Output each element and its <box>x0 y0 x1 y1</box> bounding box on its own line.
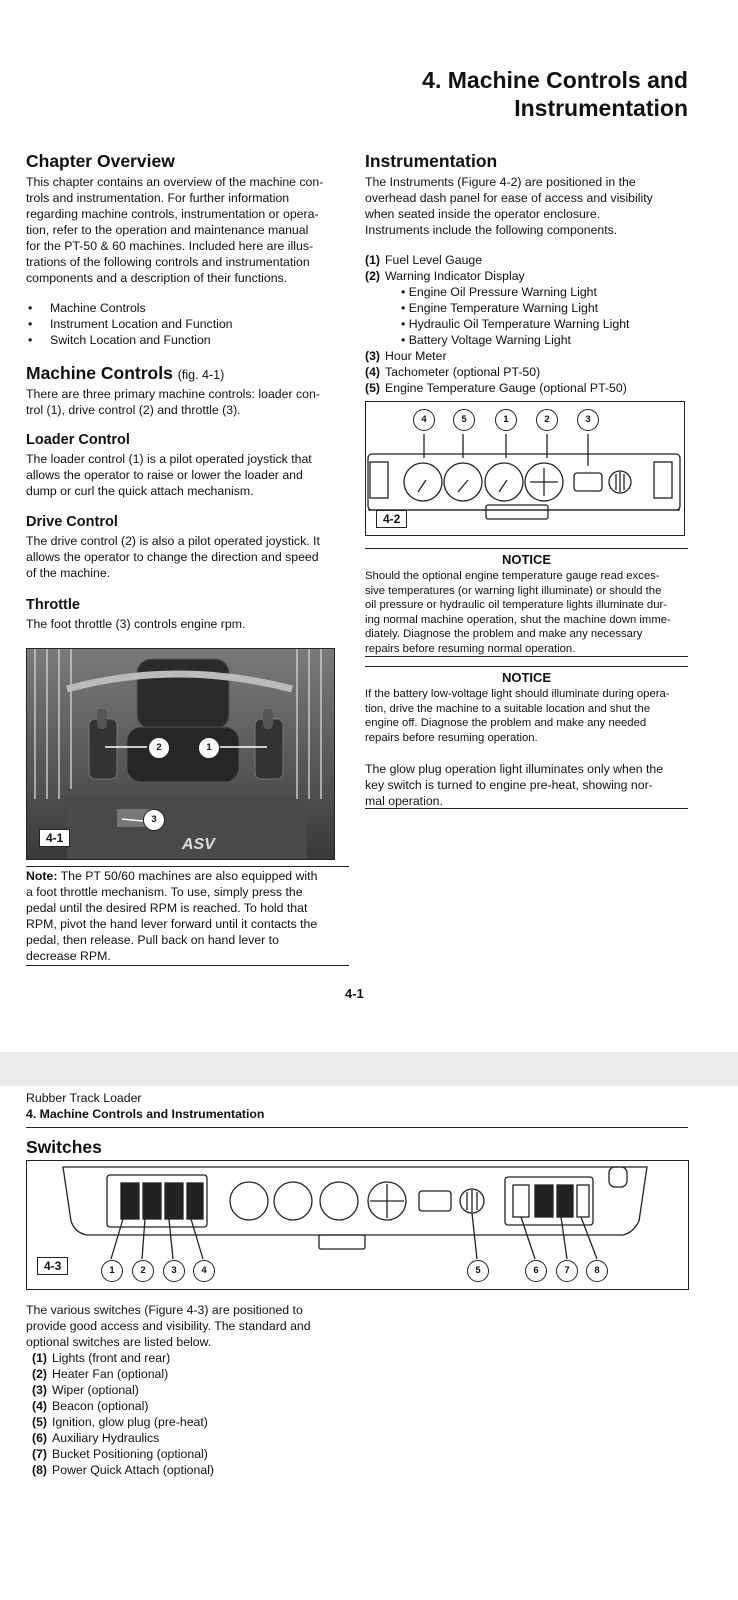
callout-7: 7 <box>556 1260 578 1282</box>
list-item: (8) Power Quick Attach (optional) <box>32 1463 215 1477</box>
machine-controls-heading: Machine Controls (fig. 4-1) <box>26 363 225 383</box>
notice-bottom-rule <box>365 656 688 657</box>
glow-plug-text: The glow plug operation light illuminates only when the key switch is turned to engine pre-heat, showing nor- mal operation. <box>365 762 664 808</box>
callout-2: 2 <box>132 1260 154 1282</box>
list-item: (6) Auxiliary Hydraulics <box>32 1431 160 1445</box>
section-bottom-rule <box>365 808 688 809</box>
list-item: • Engine Temperature Warning Light <box>401 301 599 315</box>
figure-4-2-instrument-panel <box>365 401 685 536</box>
page-gap <box>0 1052 738 1086</box>
throttle-note: Note: The PT 50/60 machines are also equipped with a foot throttle mechanism. To use, simply press the pedal until the desired RPM is reached. To hold that RPM, pivot the hand lever forward until it contacts the pedal, then release. Pull back on hand lever to decrease RPM. <box>26 869 318 963</box>
list-item: • Battery Voltage Warning Light <box>401 333 571 347</box>
callout-5: 5 <box>467 1260 489 1282</box>
list-item: (1) Fuel Level Gauge <box>365 253 483 267</box>
list-item: (7) Bucket Positioning (optional) <box>32 1447 208 1461</box>
list-item: (2) Warning Indicator Display <box>365 269 525 283</box>
callout-1: 1 <box>101 1260 123 1282</box>
list-item: • Instrument Location and Function <box>26 316 346 332</box>
callout-8: 8 <box>586 1260 608 1282</box>
callout-1: 1 <box>495 409 517 431</box>
list-item: (1) Lights (front and rear) <box>32 1351 171 1365</box>
callout-6: 6 <box>525 1260 547 1282</box>
list-item: (5) Ignition, glow plug (pre-heat) <box>32 1415 208 1429</box>
callout-1: 1 <box>198 737 220 759</box>
list-item: • Hydraulic Oil Temperature Warning Light <box>401 317 630 331</box>
instrumentation-text: The Instruments (Figure 4-2) are positioned in the overhead dash panel for ease of access and visibility when seated inside the operator enclosure. Instruments include the following components. <box>365 175 653 237</box>
callout-3: 3 <box>577 409 599 431</box>
drive-control-text: The drive control (2) is also a pilot operated joystick. It allows the operator to change the direction and speed of the machine. <box>26 534 320 580</box>
list-item: (4) Tachometer (optional PT-50) <box>365 365 541 379</box>
notice-heading: NOTICE <box>501 670 552 685</box>
list-item: (2) Heater Fan (optional) <box>32 1367 169 1381</box>
figure-label: 4-3 <box>37 1257 68 1275</box>
figure-4-1-cab-photo <box>26 648 335 860</box>
switch-list <box>32 1350 372 1478</box>
switches-heading: Switches <box>26 1137 102 1157</box>
note-top-rule <box>26 866 349 867</box>
list-item: (3) Hour Meter <box>365 349 447 363</box>
notice-text: Should the optional engine temperature gauge read exces- sive temperatures (or warning light illuminate) or should the oil pressure or hydraulic oil temperature lights illuminate dur- ing normal machine operation, shut the machine down imme- diately. Diagnose the problem and make any necessary repairs before resuming normal operation. <box>365 570 671 655</box>
loader-control-text: The loader control (1) is a pilot operated joystick that allows the operator to raise or lower the loader and dump or curl the quick attach mechanism. <box>26 452 312 498</box>
running-header: Rubber Track Loader 4. Machine Controls and Instrumentation <box>26 1091 265 1121</box>
chapter-overview-heading: Chapter Overview <box>26 151 175 171</box>
list-item: (4) Beacon (optional) <box>32 1399 149 1413</box>
chapter-title: 4. Machine Controls and Instrumentation <box>422 67 688 121</box>
asv-logo: ASV <box>182 836 215 853</box>
notice-heading: NOTICE <box>501 552 552 567</box>
callout-3: 3 <box>143 809 165 831</box>
header-rule <box>26 1127 688 1128</box>
callout-4: 4 <box>193 1260 215 1282</box>
switches-text: The various switches (Figure 4-3) are positioned to provide good access and visibility. The standard and optional switches are listed below. <box>26 1303 311 1349</box>
overview-bullet-list <box>26 300 346 348</box>
callout-5: 5 <box>453 409 475 431</box>
list-item: • Engine Oil Pressure Warning Light <box>401 285 597 299</box>
drive-control-heading: Drive Control <box>26 514 118 530</box>
manual-page-2 <box>0 1086 738 1600</box>
notice-top-rule <box>365 666 688 667</box>
callout-2: 2 <box>536 409 558 431</box>
instrument-list <box>365 252 705 396</box>
throttle-heading: Throttle <box>26 597 80 613</box>
loader-control-heading: Loader Control <box>26 432 130 448</box>
cab-interior-illustration <box>27 649 334 859</box>
list-item: (5) Engine Temperature Gauge (optional PT-50) <box>365 381 627 395</box>
callout-3: 3 <box>163 1260 185 1282</box>
list-item: • Machine Controls <box>26 300 346 316</box>
figure-label: 4-1 <box>39 829 70 847</box>
figure-4-3-switch-panel <box>26 1160 689 1290</box>
throttle-text: The foot throttle (3) controls engine rpm. <box>26 617 246 631</box>
callout-4: 4 <box>413 409 435 431</box>
note-bottom-rule <box>26 965 349 966</box>
list-item: (3) Wiper (optional) <box>32 1383 139 1397</box>
chapter-overview-text: This chapter contains an overview of the machine con- trols and instrumentation. For further information regarding machine controls, instrumentation or opera- tion, refer to the operation and maintenance manual for the PT-50 & 60 machines. Included here are illus- trations of the following controls and instrumentation components and a description of their functions. <box>26 175 324 285</box>
figure-label: 4-2 <box>376 510 407 528</box>
page-number: 4-1 <box>345 986 364 1001</box>
list-item: • Switch Location and Function <box>26 332 346 348</box>
machine-controls-text: There are three primary machine controls: loader con- trol (1), drive control (2) and throttle (3). <box>26 387 320 417</box>
instrumentation-heading: Instrumentation <box>365 151 498 171</box>
notice-top-rule <box>365 548 688 549</box>
callout-2: 2 <box>148 737 170 759</box>
notice-text: If the battery low-voltage light should illuminate during opera- tion, drive the machine to a suitable location and shut the engine off. Diagnose the problem and make any needed repairs before resuming operation. <box>365 688 670 744</box>
